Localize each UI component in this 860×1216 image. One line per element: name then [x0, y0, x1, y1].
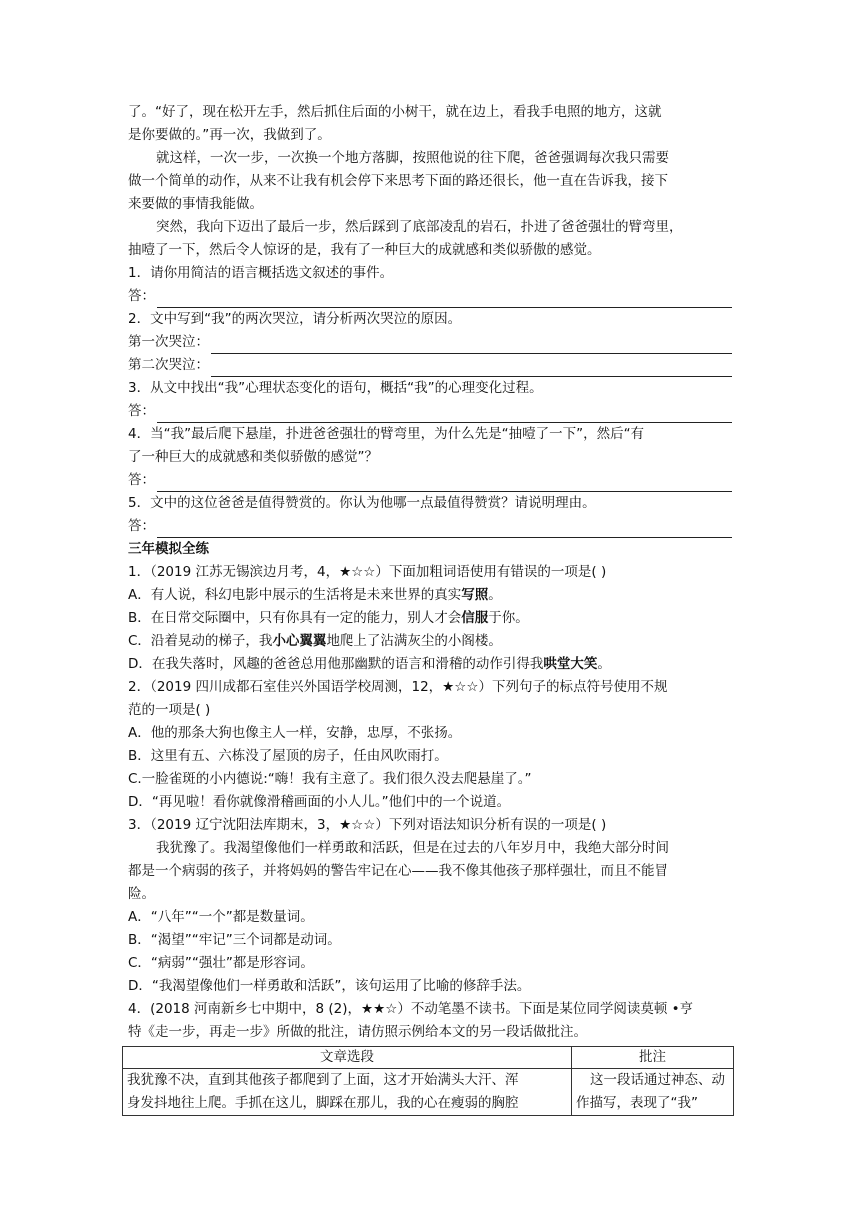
- note-cell[interactable]: [572, 1069, 734, 1116]
- annotation-table: [122, 1046, 734, 1116]
- question-5: 5．文中的这位爸爸是值得赞赏的。你认为他哪一点最值得赞赏？请说明理由。: [128, 495, 596, 511]
- option-a: A．有人说，科幻电影中展示的生活将是未来世界的真实写照。: [128, 587, 502, 603]
- question-1: 1．请你用简洁的语言概括选文叙述的事件。: [128, 265, 394, 281]
- answer-label: 答：: [128, 472, 155, 488]
- option-a: A．“八年”“一个”都是数量词。: [128, 909, 314, 925]
- text-line: 抽噎了一下，然后令人惊讶的是，我有了一种巨大的成就感和类似骄傲的感觉。: [128, 242, 601, 258]
- option-c: C．“病弱”“强壮”都是形容词。: [128, 955, 314, 971]
- option-d: D．“我渴望像他们一样勇敢和活跃”，该句运用了比喻的修辞手法。: [128, 978, 531, 994]
- text-line: 做一个简单的动作，从来不让我有机会停下来思考下面的路还很长，他一直在告诉我，接下: [128, 173, 668, 189]
- answer-line-5[interactable]: [128, 515, 732, 538]
- question-4: 4．当“我”最后爬下悬崖，扑进爸爸强壮的臂弯里，为什么先是“抽噎了一下”，然后“有: [128, 426, 645, 442]
- page-content: [128, 101, 732, 1116]
- bold-term: 信服: [461, 610, 489, 626]
- answer-label: 第一次哭泣：: [128, 334, 209, 350]
- excerpt-line: 我犹豫了。我渴望像他们一样勇敢和活跃，但是在过去的八年岁月中，我绝大部分时间: [156, 840, 669, 856]
- section-title: 三年模拟全练: [128, 541, 209, 557]
- excerpt-line: 都是一个病弱的孩子，并将妈妈的警告牢记在心——我不像其他孩子那样强壮，而且不能冒: [128, 863, 668, 879]
- answer-label: 答：: [128, 518, 155, 534]
- option-d: D．“再见啦！看你就像滑稽画面的小人儿。”他们中的一个说道。: [128, 794, 511, 810]
- table-row: [123, 1069, 734, 1116]
- bold-term: 写照: [461, 587, 489, 603]
- answer-blank[interactable]: [211, 360, 732, 377]
- exercise-4-stem: 4．(2018 河南新乡七中期中，8 (2)，★★☆）不动笔墨不读书。下面是某位同学阅读莫顿 •亨: [128, 1001, 694, 1017]
- answer-line-2b[interactable]: [128, 354, 732, 377]
- cell-line: 我犹豫不决，直到其他孩子都爬到了上面，这才开始满头大汗、浑: [127, 1072, 519, 1088]
- text-line: 是你要做的。”再一次，我做到了。: [128, 127, 331, 143]
- table-header: 文章选段: [123, 1047, 572, 1069]
- table-header-row: [123, 1047, 734, 1069]
- cell-line: 作描写，表现了“我”: [576, 1095, 698, 1111]
- answer-blank[interactable]: [157, 406, 732, 423]
- answer-blank[interactable]: [211, 337, 732, 354]
- answer-blank[interactable]: [157, 291, 732, 308]
- text-line: 突然，我向下迈出了最后一步，然后踩到了底部凌乱的岩石，扑进了爸爸强壮的臂弯里，: [156, 219, 683, 235]
- option-b: B．这里有五、六栋没了屋顶的房子，任由风吹雨打。: [128, 748, 448, 764]
- question-3: 3．从文中找出“我”心理状态变化的语句，概括“我”的心理变化过程。: [128, 380, 543, 396]
- passage-paragraph: [128, 147, 732, 216]
- table-header: 批注: [572, 1047, 734, 1069]
- cell-line: 这一段话通过神态、动: [590, 1072, 725, 1088]
- question-2: 2．文中写到“我”的两次哭泣，请分析两次哭泣的原因。: [128, 311, 462, 327]
- answer-label: 答：: [128, 403, 155, 419]
- text-line: 来要做的事情我能做。: [128, 196, 263, 212]
- option-b: B．“渴望”“牢记”三个词都是动词。: [128, 932, 341, 948]
- answer-label: 第二次哭泣：: [128, 357, 209, 373]
- answer-blank[interactable]: [157, 521, 732, 538]
- option-c: C.一脸雀斑的小内德说:“嗨！我有主意了。我们很久没去爬悬崖了。”: [128, 771, 532, 787]
- passage-paragraph: [128, 216, 732, 262]
- option-b: B．在日常交际圈中，只有你具有一定的能力，别人才会信服于你。: [128, 610, 529, 626]
- answer-line-4[interactable]: [128, 469, 732, 492]
- exercise-2-stem-cont: 范的一项是( ): [128, 702, 211, 718]
- passage-cell: [123, 1069, 572, 1116]
- question-4-cont: 了一种巨大的成就感和类似骄傲的感觉”？: [128, 449, 378, 465]
- exercise-3-stem: 3．（2019 辽宁沈阳法库期末，3，★☆☆）下列对语法知识分析有误的一项是( ): [128, 817, 607, 833]
- answer-line-1[interactable]: [128, 285, 732, 308]
- bold-term: 小心翼翼: [272, 633, 327, 649]
- answer-line-2a[interactable]: [128, 331, 732, 354]
- cell-line: 身发抖地往上爬。手抓在这儿，脚踩在那儿，我的心在瘦弱的胸腔: [127, 1095, 519, 1111]
- passage-paragraph: [128, 101, 732, 147]
- text-line: 就这样，一次一步，一次换一个地方落脚，按照他说的往下爬，爸爸强调每次我只需要: [156, 150, 669, 166]
- option-d: D．在我失落时，风趣的爸爸总用他那幽默的语言和滑稽的动作引得我哄堂大笑。: [128, 656, 611, 672]
- option-c: C．沿着晃动的梯子，我小心翼翼地爬上了沾满灰尘的小阁楼。: [128, 633, 502, 649]
- answer-line-3[interactable]: [128, 400, 732, 423]
- exercise-2-stem: 2．（2019 四川成都石室佳兴外国语学校周测，12，★☆☆）下列句子的标点符号使用不规: [128, 679, 668, 695]
- text-line: 了。“好了，现在松开左手，然后抓住后面的小树干，就在边上，看我手电照的地方，这就: [128, 104, 662, 120]
- excerpt-line: 险。: [128, 886, 155, 902]
- answer-label: 答：: [128, 288, 155, 304]
- answer-blank[interactable]: [157, 475, 732, 492]
- bold-term: 哄堂大笑: [543, 656, 598, 672]
- exercise-1-stem: 1．（2019 江苏无锡滨边月考，4，★☆☆）下面加粗词语使用有错误的一项是( ): [128, 564, 607, 580]
- exercise-4-stem-cont: 特《走一步，再走一步》所做的批注，请仿照示例给本文的另一段话做批注。: [128, 1024, 587, 1040]
- option-a: A．他的那条大狗也像主人一样，安静，忠厚，不张扬。: [128, 725, 462, 741]
